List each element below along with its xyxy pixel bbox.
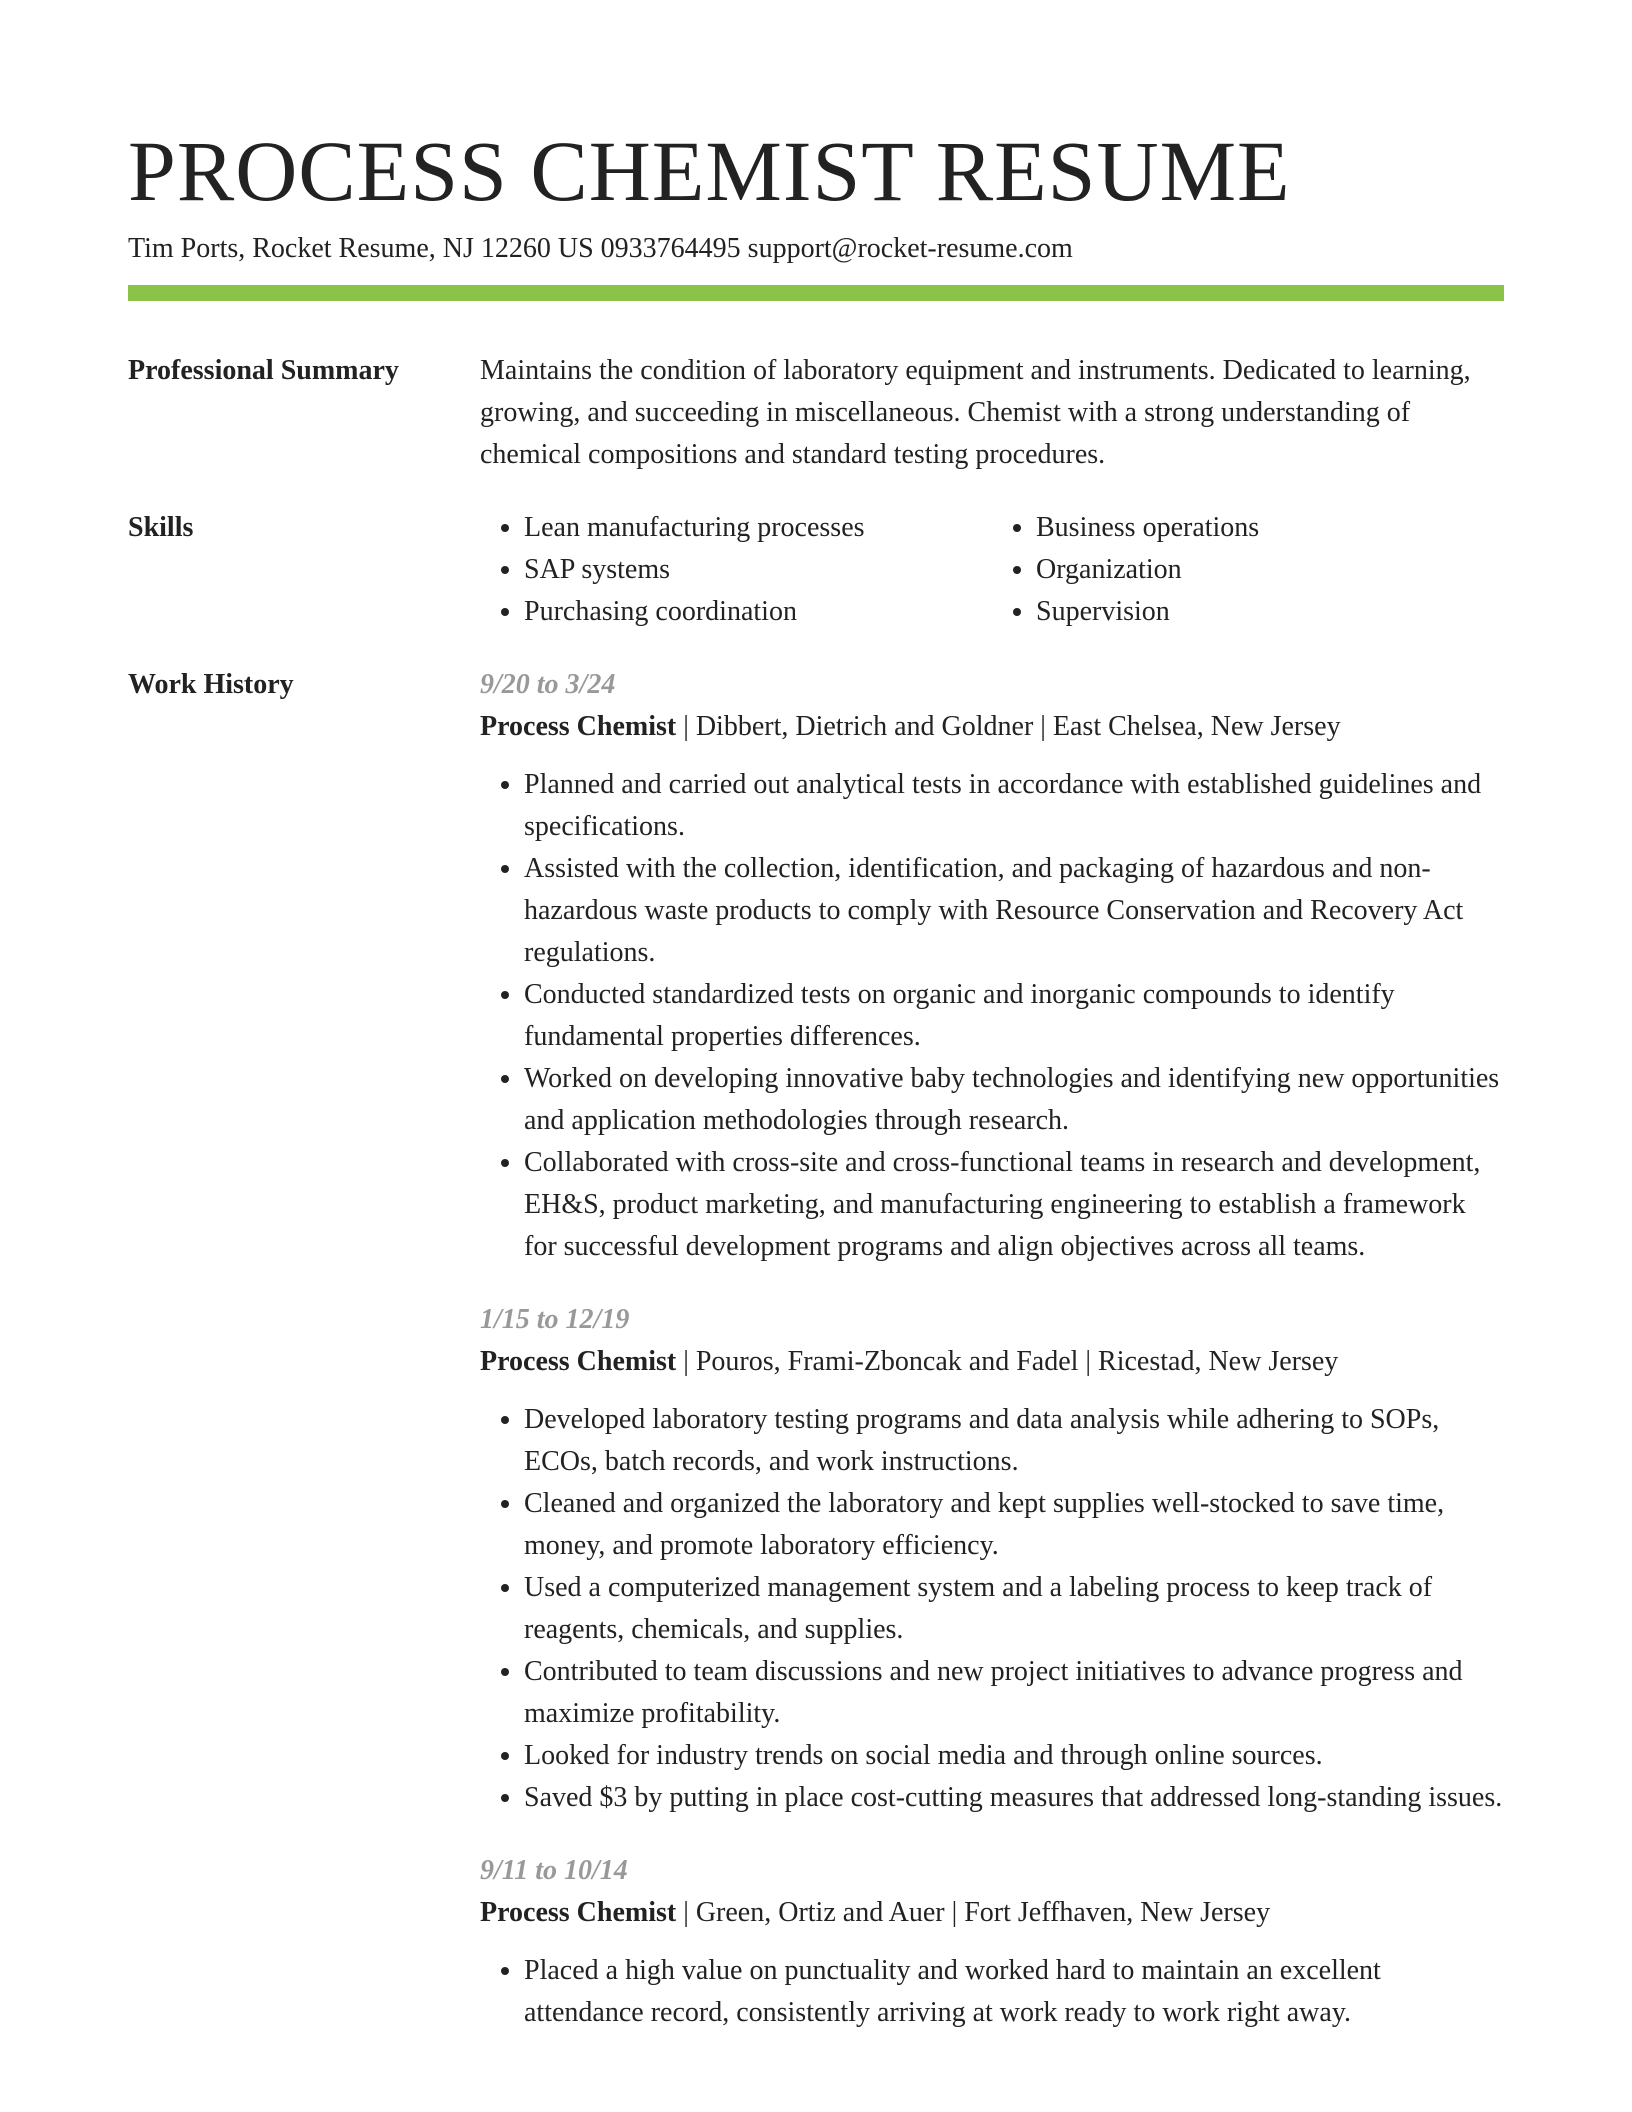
job-bullet: • Developed laboratory testing programs and data analysis while adhering to SOPs, ECOs, batch records, and work instructions. bbox=[524, 1399, 1504, 1483]
job-location: Fort Jeffhaven, New Jersey bbox=[964, 1897, 1271, 1928]
separator: | bbox=[1085, 1346, 1092, 1377]
skill-item: • Organization bbox=[1036, 549, 1504, 591]
skills-body bbox=[480, 507, 1504, 633]
job-dates: 9/20 to 3/24 bbox=[480, 669, 616, 700]
job-company: Pouros, Frami-Zboncak and Fadel bbox=[695, 1346, 1079, 1377]
summary-label: Professional Summary bbox=[128, 355, 399, 386]
job-company: Dibbert, Dietrich and Goldner bbox=[695, 711, 1034, 742]
skill-item: • SAP systems bbox=[524, 549, 992, 591]
job-heading bbox=[480, 1892, 1504, 1934]
job-title: Process Chemist bbox=[480, 711, 677, 742]
job-entry bbox=[480, 1299, 1504, 1819]
separator: | bbox=[1040, 711, 1046, 742]
job-bullet: • Assisted with the collection, identification, and packaging of hazardous and non-hazardous waste products to comply with Resource Conservation and Recovery Act regulations. bbox=[524, 848, 1504, 974]
separator: | bbox=[683, 1897, 689, 1928]
job-location: Ricestad, New Jersey bbox=[1098, 1346, 1339, 1377]
separator: | bbox=[951, 1897, 958, 1928]
job-bullet: • Collaborated with cross-site and cross-functional teams in research and development, EH&S, product marketing, and manufacturing engineering to establish a framework for successful development programs and align objectives across all teams. bbox=[524, 1142, 1504, 1268]
job-bullet: • Conducted standardized tests on organic and inorganic compounds to identify fundamental properties differences. bbox=[524, 974, 1504, 1058]
skills-column-left bbox=[480, 507, 992, 633]
job-company: Green, Ortiz and Auer bbox=[695, 1897, 945, 1928]
contact-info: Tim Ports, Rocket Resume, NJ 12260 US 0933764495 support@rocket-resume.com bbox=[128, 233, 1073, 264]
job-bullet: • Cleaned and organized the laboratory and kept supplies well-stocked to save time, money, and promote laboratory efficiency. bbox=[524, 1483, 1504, 1567]
job-bullet-list bbox=[480, 1950, 1504, 2034]
job-location: East Chelsea, New Jersey bbox=[1052, 711, 1341, 742]
job-bullet: • Saved $3 by putting in place cost-cutting measures that addressed long-standing issues. bbox=[524, 1777, 1504, 1819]
job-dates: 9/11 to 10/14 bbox=[480, 1855, 628, 1886]
resume-title: PROCESS CHEMIST RESUME bbox=[128, 123, 1291, 219]
summary-text: Maintains the condition of laboratory equipment and instruments. Dedicated to learning, growing, and succeeding in miscellaneous. Chemist with a strong understanding of chemical compositions and standard testing procedures. bbox=[480, 355, 1471, 470]
skill-item: • Purchasing coordination bbox=[524, 591, 992, 633]
skills-label: Skills bbox=[128, 512, 194, 543]
job-heading bbox=[480, 706, 1504, 748]
job-title: Process Chemist bbox=[480, 1897, 677, 1928]
job-bullet-list bbox=[480, 1399, 1504, 1819]
job-bullet: • Used a computerized management system and a labeling process to keep track of reagents, chemicals, and supplies. bbox=[524, 1567, 1504, 1651]
job-bullet: • Worked on developing innovative baby technologies and identifying new opportunities and application methodologies through research. bbox=[524, 1058, 1504, 1142]
summary-body bbox=[480, 350, 1504, 476]
job-entry bbox=[480, 664, 1504, 1268]
skill-item: • Business operations bbox=[1036, 507, 1504, 549]
work-label: Work History bbox=[128, 669, 294, 700]
separator: | bbox=[683, 1346, 689, 1377]
job-bullet: • Planned and carried out analytical tests in accordance with established guidelines and specifications. bbox=[524, 764, 1504, 848]
job-bullet: • Contributed to team discussions and new project initiatives to advance progress and maximize profitability. bbox=[524, 1651, 1504, 1735]
separator: | bbox=[683, 711, 689, 742]
job-bullet-list bbox=[480, 764, 1504, 1268]
job-title: Process Chemist bbox=[480, 1346, 677, 1377]
job-heading bbox=[480, 1341, 1504, 1383]
job-bullet: • Placed a high value on punctuality and worked hard to maintain an excellent attendance record, consistently arriving at work ready to work right away. bbox=[524, 1950, 1504, 2034]
accent-divider bbox=[128, 285, 1504, 301]
job-bullet: • Looked for industry trends on social media and through online sources. bbox=[524, 1735, 1504, 1777]
work-body bbox=[480, 664, 1504, 2034]
job-entry bbox=[480, 1850, 1504, 2034]
skills-column-right bbox=[992, 507, 1504, 633]
skill-item: • Supervision bbox=[1036, 591, 1504, 633]
job-dates: 1/15 to 12/19 bbox=[480, 1304, 630, 1335]
skill-item: • Lean manufacturing processes bbox=[524, 507, 992, 549]
